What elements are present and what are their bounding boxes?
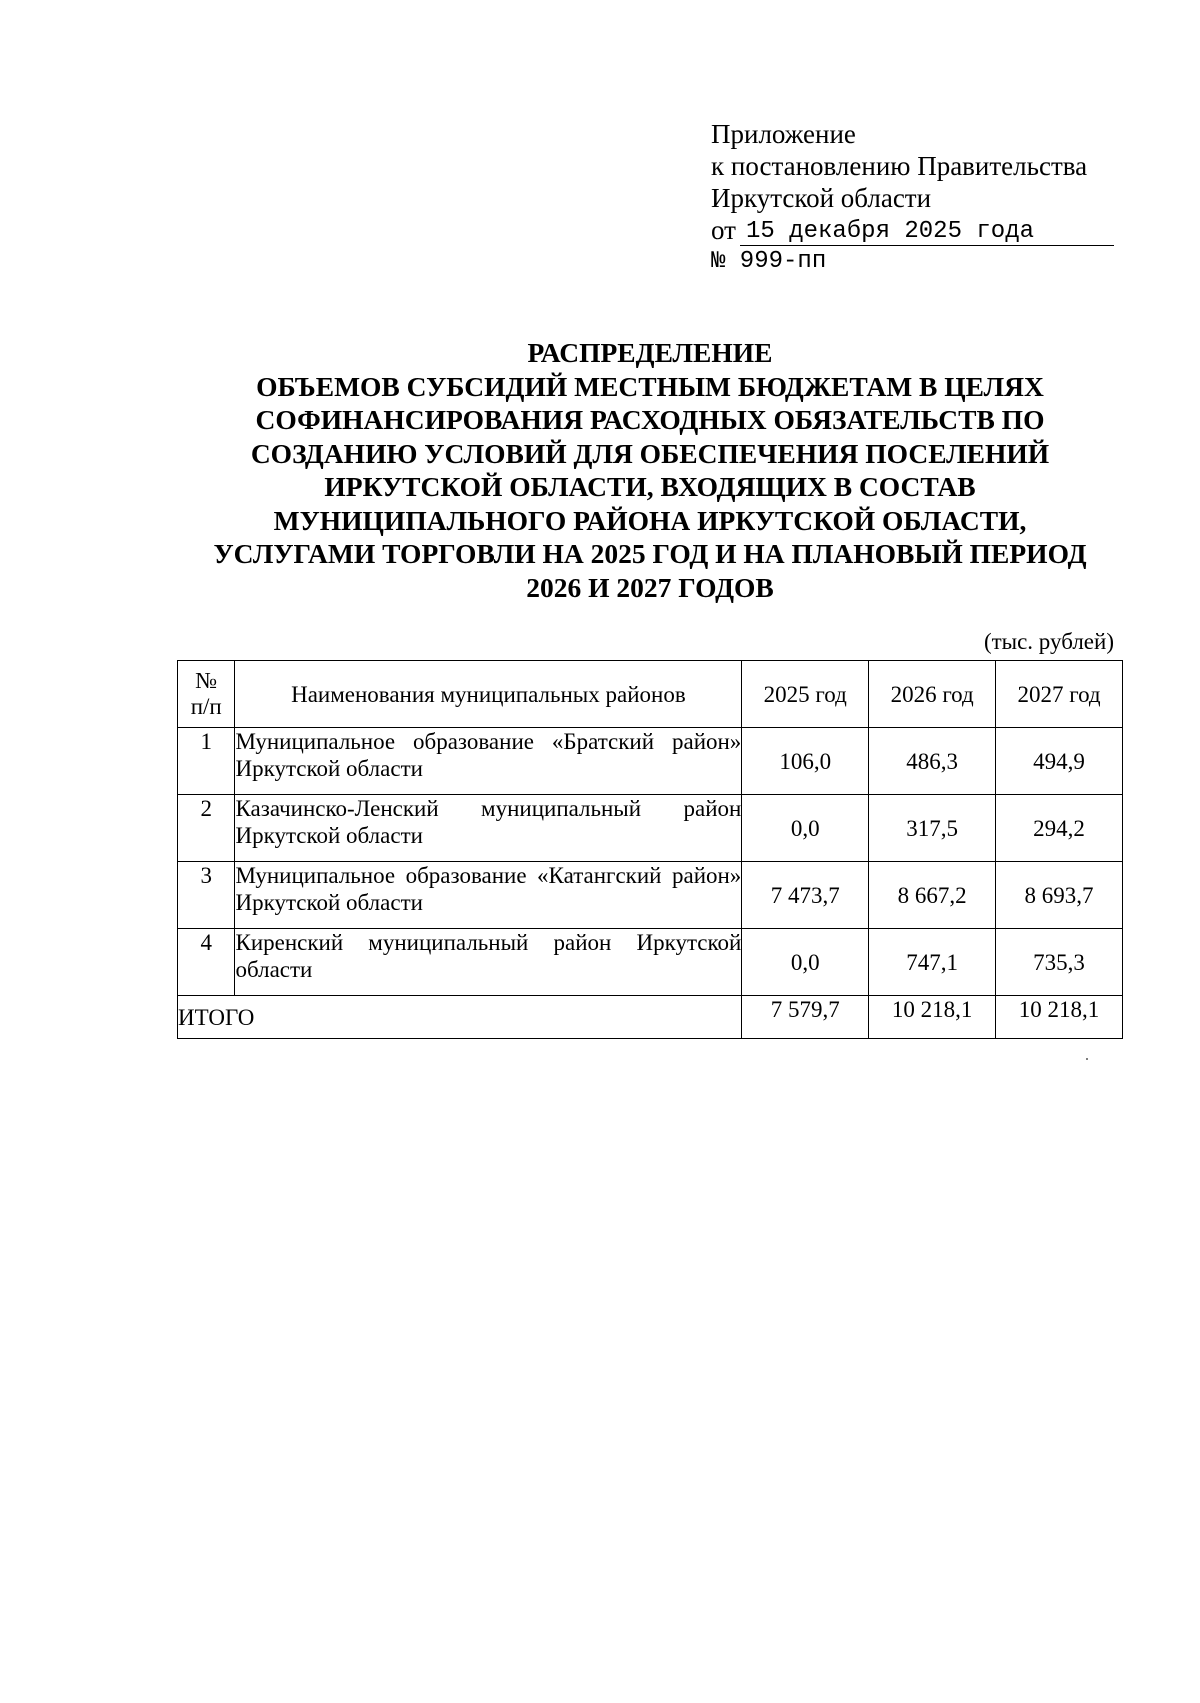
title-line-4: СОЗДАНИЮ УСЛОВИЙ ДЛЯ ОБЕСПЕЧЕНИЯ ПОСЕЛЕНИЙ	[250, 437, 1050, 469]
row-value-2027: 735,3	[996, 929, 1123, 996]
title-line-1: РАСПРЕДЕЛЕНИЕ	[527, 337, 773, 368]
subsidy-table	[177, 660, 1123, 1039]
scan-speck	[1086, 1058, 1088, 1060]
row-number: 4	[178, 929, 235, 996]
appendix-date-line	[711, 214, 1121, 246]
header-2025: 2025 год	[742, 661, 869, 728]
row-value-2027: 294,2	[996, 795, 1123, 862]
document-title	[180, 336, 1120, 604]
row-name: Казачинско-Ленский муниципальный район Иркутской области	[235, 795, 742, 862]
document-number: № 999-пп	[711, 248, 827, 275]
title-line-3: СОФИНАНСИРОВАНИЯ РАСХОДНЫХ ОБЯЗАТЕЛЬСТВ ПО	[255, 404, 1045, 435]
table-row	[178, 862, 1123, 929]
appendix-block	[711, 118, 1121, 278]
header-number-symbol: №	[195, 668, 218, 693]
table-row	[178, 728, 1123, 795]
row-value-2026: 486,3	[869, 728, 996, 795]
row-number: 2	[178, 795, 235, 862]
title-line-5: ИРКУТСКОЙ ОБЛАСТИ, ВХОДЯЩИХ В СОСТАВ	[324, 471, 976, 502]
row-value-2025: 106,0	[742, 728, 869, 795]
row-value-2026: 8 667,2	[869, 862, 996, 929]
appendix-line-3: Иркутской области	[711, 183, 932, 213]
total-value-2027: 10 218,1	[996, 996, 1123, 1039]
title-line-2: ОБЪЕМОВ СУБСИДИЙ МЕСТНЫМ БЮДЖЕТАМ В ЦЕЛЯХ	[256, 370, 1044, 402]
row-name: Муниципальное образование «Братский район» Иркутской области	[235, 728, 742, 795]
row-value-2026: 317,5	[869, 795, 996, 862]
row-value-2025: 0,0	[742, 795, 869, 862]
table-row	[178, 795, 1123, 862]
row-name: Киренский муниципальный район Иркутской области	[235, 929, 742, 996]
row-value-2027: 494,9	[996, 728, 1123, 795]
row-value-2026: 747,1	[869, 929, 996, 996]
appendix-line-2: к постановлению Правительства	[711, 151, 1088, 181]
total-value-2025: 7 579,7	[742, 996, 869, 1039]
header-2027: 2027 год	[996, 661, 1123, 728]
header-2026: 2026 год	[869, 661, 996, 728]
total-value-2026: 10 218,1	[869, 996, 996, 1039]
total-label: ИТОГО	[178, 996, 742, 1039]
title-line-7: УСЛУГАМИ ТОРГОВЛИ НА 2025 ГОД И НА ПЛАНОВЫЙ ПЕРИОД	[213, 538, 1087, 569]
date-value: 15 декабря 2025 года	[740, 219, 1114, 246]
date-prefix: от	[711, 215, 736, 245]
row-value-2025: 7 473,7	[742, 862, 869, 929]
row-number: 3	[178, 862, 235, 929]
title-line-8: 2026 И 2027 ГОДОВ	[526, 571, 774, 603]
row-name: Муниципальное образование «Катангский район» Иркутской области	[235, 862, 742, 929]
appendix-line-1: Приложение	[711, 119, 856, 149]
title-line-6: МУНИЦИПАЛЬНОГО РАЙОНА ИРКУТСКОЙ ОБЛАСТИ,	[273, 504, 1027, 536]
units-label: (тыс. рублей)	[983, 629, 1114, 654]
row-value-2025: 0,0	[742, 929, 869, 996]
header-name: Наименования муниципальных районов	[235, 661, 742, 728]
header-number-abbr: п/п	[190, 694, 222, 719]
table-total-row	[178, 996, 1123, 1039]
row-value-2027: 8 693,7	[996, 862, 1123, 929]
row-number: 1	[178, 728, 235, 795]
table-header-row	[178, 661, 1123, 728]
header-number	[178, 661, 235, 728]
table-row	[178, 929, 1123, 996]
